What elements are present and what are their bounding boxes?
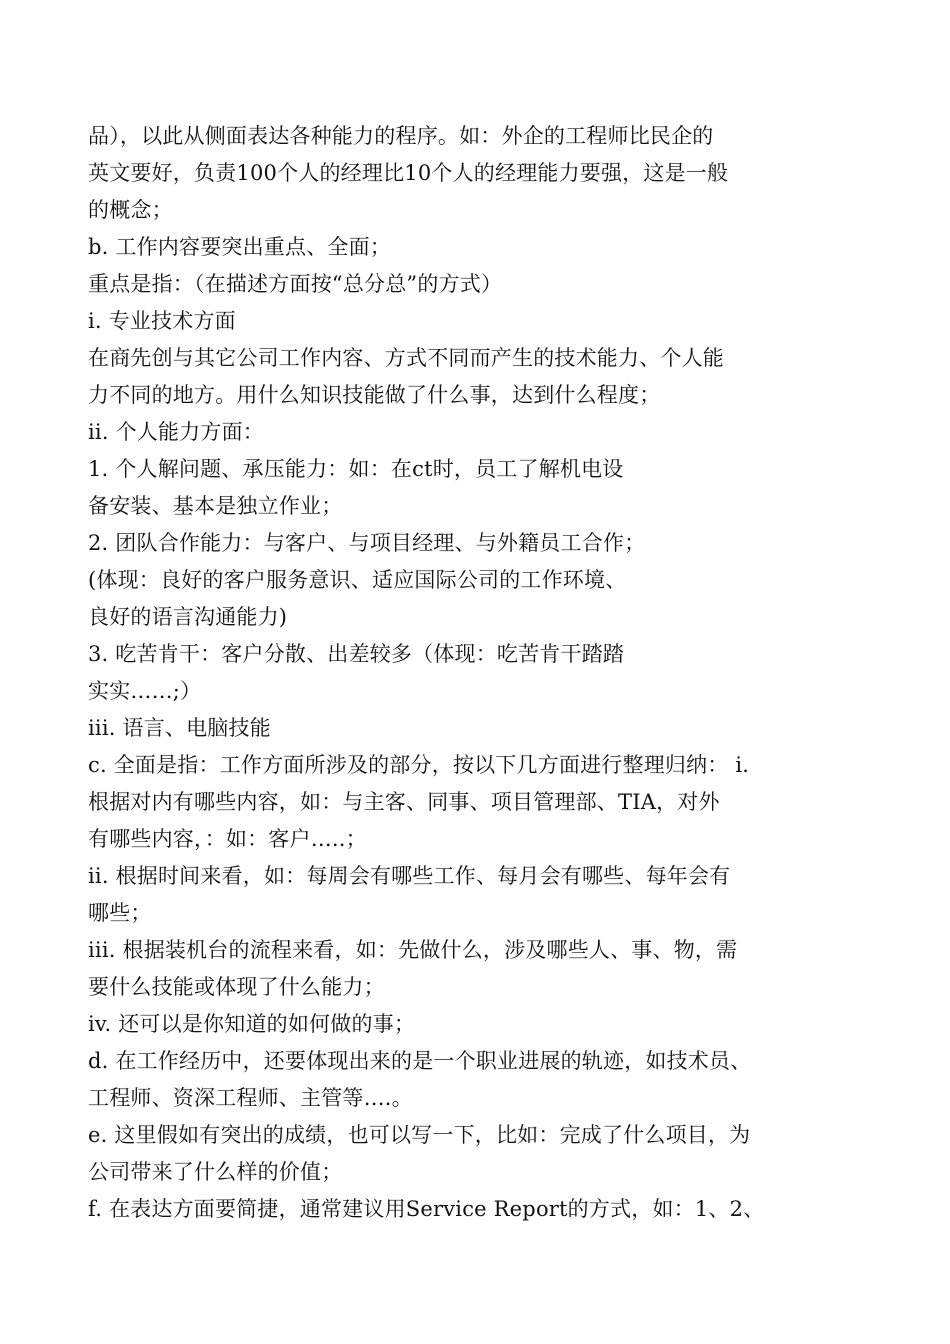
text-line: 重点是指：（在描述方面按“总分总”的方式） xyxy=(88,272,503,296)
text-line: 要什么技能或体现了什么能力； xyxy=(88,975,385,999)
text-line: 有哪些内容，：如：客户…..； xyxy=(88,827,367,851)
document-body xyxy=(88,118,878,1228)
list-item-3: 3. 吃苦肯干：客户分散、出差较多（体现：吃苦肯干踏踏 xyxy=(88,642,625,666)
list-item-iii: iii. 语言、电脑技能 xyxy=(88,716,271,740)
text-line: 在商先创与其它公司工作内容、方式不同而产生的技术能力、个人能 xyxy=(88,346,724,370)
list-item-i: i. 专业技术方面 xyxy=(88,309,236,333)
list-item-iv: iv. 还可以是你知道的如何做的事； xyxy=(88,1012,416,1036)
text-line: 品），以此从侧面表达各种能力的程序。如：外企的工程师比民企的 xyxy=(88,124,714,148)
list-item-b: b. 工作内容要突出重点、全面； xyxy=(88,235,391,259)
text-line: 的概念； xyxy=(88,198,173,222)
list-item-iii: iii. 根据装机台的流程来看，如：先做什么，涉及哪些人、事、物，需 xyxy=(88,938,738,962)
list-item-ii: ii. 根据时间来看，如：每周会有哪些工作、每月会有哪些、每年会有 xyxy=(88,864,731,888)
list-item-e: e. 这里假如有突出的成绩，也可以写一下，比如：完成了什么项目，为 xyxy=(88,1123,751,1147)
list-item-c: c. 全面是指：工作方面所涉及的部分，按以下几方面进行整理归纳： i. xyxy=(88,753,750,777)
list-item-d: d. 在工作经历中，还要体现出来的是一个职业进展的轨迹，如技术员、 xyxy=(88,1049,752,1073)
text-line: 备安装、基本是独立作业； xyxy=(88,494,343,518)
text-line: 公司带来了什么样的价值； xyxy=(88,1160,343,1184)
text-line: 根据对内有哪些内容，如：与主客、同事、项目管理部、TIA，对外 xyxy=(88,790,720,814)
list-item-2: 2. 团队合作能力：与客户、与项目经理、与外籍员工合作； xyxy=(88,531,646,555)
text-line: 工程师、资深工程师、主管等….。 xyxy=(88,1086,413,1110)
list-item-1: 1. 个人解问题、承压能力：如：在ct时，员工了解机电设 xyxy=(88,457,624,481)
text-line: (体现：良好的客户服务意识、适应国际公司的工作环境、 xyxy=(88,568,627,592)
list-item-f: f. 在表达方面要简捷，通常建议用Service Report的方式，如：1、2、 xyxy=(88,1197,765,1221)
text-line: 英文要好，负责100个人的经理比10个人的经理能力要强，这是一般 xyxy=(88,161,729,185)
text-line: 哪些； xyxy=(88,901,152,925)
text-line: 实实……;） xyxy=(88,679,202,703)
list-item-ii: ii. 个人能力方面： xyxy=(88,420,264,444)
text-line: 良好的语言沟通能力) xyxy=(88,605,288,629)
text-line: 力不同的地方。用什么知识技能做了什么事，达到什么程度； xyxy=(88,383,661,407)
